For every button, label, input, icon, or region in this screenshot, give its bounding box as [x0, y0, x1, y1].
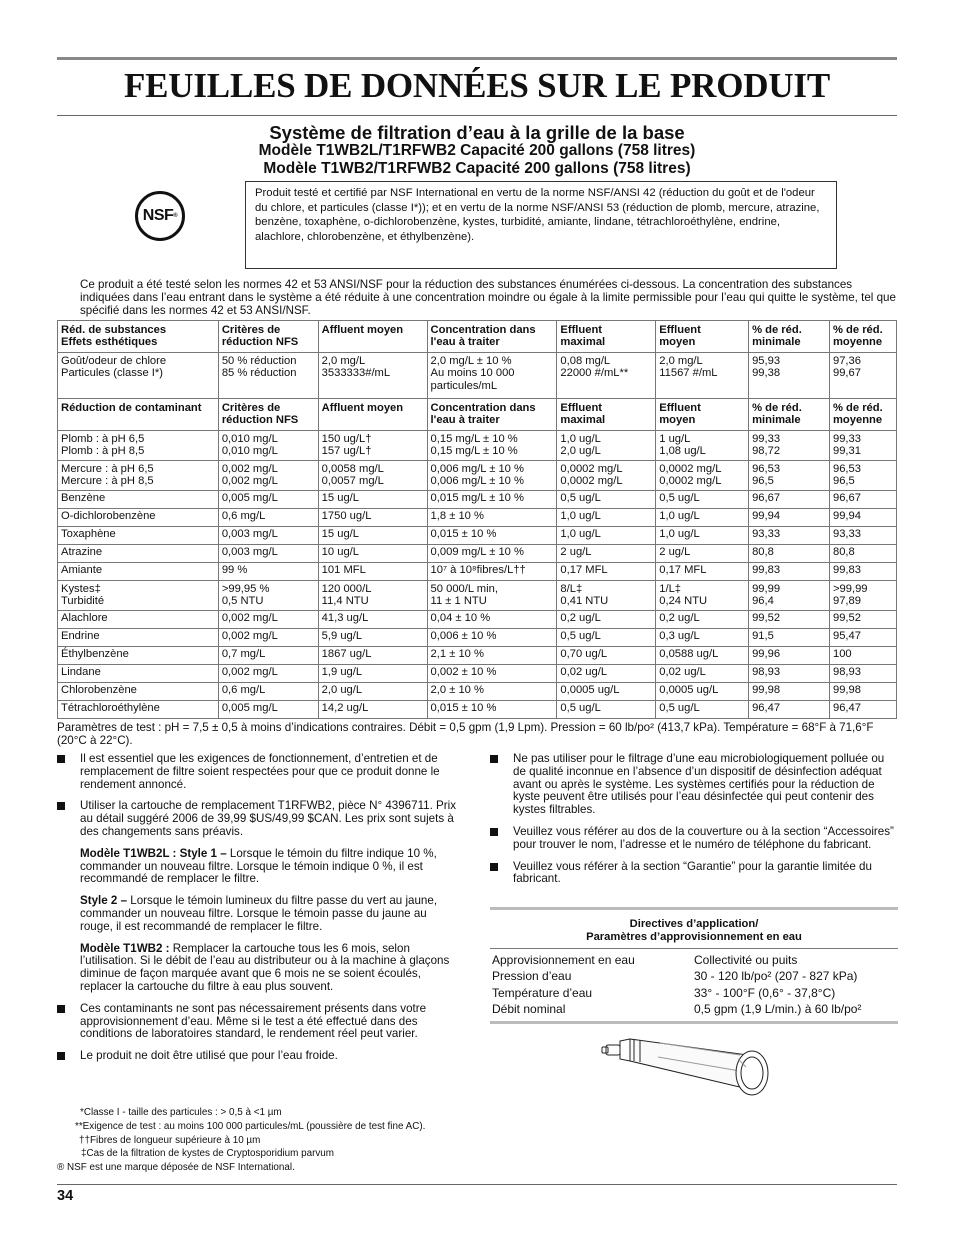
page-title: FEUILLES DE DONNÉES SUR LE PRODUIT	[123, 66, 830, 105]
footer-rule	[57, 1184, 897, 1185]
table-cell: 15 ug/L	[318, 527, 427, 545]
table-cell: 1 ug/L 1,08 ug/L	[656, 431, 749, 461]
nsf-logo: NSF ®	[135, 191, 185, 241]
application-guidelines-table	[490, 907, 898, 1024]
table-cell: 15 ug/L	[318, 491, 427, 509]
table-cell: 0,17 MFL	[557, 563, 656, 581]
left-column	[57, 753, 462, 1072]
table-cell: 99,98	[829, 683, 896, 701]
table-cell: Concentration dans l'eau à traiter	[427, 321, 557, 353]
table-cell: Toxaphène	[58, 527, 219, 545]
table-cell: 5,9 ug/L	[318, 629, 427, 647]
table-row	[58, 647, 897, 665]
table-cell: 91,5	[749, 629, 830, 647]
table-cell: 99,83	[829, 563, 896, 581]
table-cell: 96,53 96,5	[829, 461, 896, 491]
guideline-value: 0,5 gpm (1,9 L/min.) à 60 lb/po²	[694, 1002, 862, 1017]
guideline-label: Approvisionnement en eau	[492, 952, 635, 967]
table-cell: 96,67	[749, 491, 830, 509]
table-cell: Mercure : à pH 6,5 Mercure : à pH 8,5	[58, 461, 219, 491]
table-cell: 0,0005 ug/L	[656, 683, 749, 701]
guideline-label: Débit nominal	[492, 1002, 566, 1017]
table-cell: 0,02 ug/L	[557, 665, 656, 683]
table-cell: 0,006 ± 10 %	[427, 629, 557, 647]
table-cell: 0,002 ± 10 %	[427, 665, 557, 683]
bullet-item: Ces contaminants ne sont pas nécessairement présents dans votre approvisionnement d’eau. Même si le test a été effectué dans des conditions de laboratoires standard, le rendement réel peut varier.	[57, 1003, 462, 1041]
table-cell: Atrazine	[58, 545, 219, 563]
table-cell: Effluent maximal	[557, 399, 656, 431]
table-cell: 93,33	[749, 527, 830, 545]
table-cell: 0,7 mg/L	[218, 647, 318, 665]
paragraph: Modèle T1WB2 : Remplacer la cartouche tous les 6 mois, selon l’utilisation. Si le débit de l’eau au distributeur ou à la machine à glaçons diminue de façon marquée avant que 6 mois ne se soient écoulés, replacer la cartouche du filtre à eau plus souvent.	[80, 941, 450, 993]
table-cell: 0,002 mg/L 0,002 mg/L	[218, 461, 318, 491]
table-cell: 99,99 96,4	[749, 581, 830, 611]
filter-cartridge-illustration	[600, 1027, 780, 1102]
table-cell: 1867 ug/L	[318, 647, 427, 665]
table-cell: Tétrachloroéthylène	[58, 701, 219, 719]
model-subtitle-1: Modèle T1WB2L/T1RFWB2 Capacité 200 gallons (758 litres)	[258, 142, 696, 159]
table-cell: 2 ug/L	[557, 545, 656, 563]
table-cell: 0,02 ug/L	[656, 665, 749, 683]
guideline-row	[490, 1001, 898, 1018]
footnote: ††Fibres de longueur supérieure à 10 µm	[79, 1135, 261, 1146]
table-cell: 0,0002 mg/L 0,0002 mg/L	[557, 461, 656, 491]
table-cell: 1,8 ± 10 %	[427, 509, 557, 527]
table-cell: 1,0 ug/L	[656, 527, 749, 545]
table-cell: 0,003 mg/L	[218, 527, 318, 545]
table-cell: 99,94	[749, 509, 830, 527]
table-cell: Benzène	[58, 491, 219, 509]
table-cell: Alachlore	[58, 611, 219, 629]
table-row	[58, 509, 897, 527]
table-cell: Concentration dans l'eau à traiter	[427, 399, 557, 431]
table-cell: 99,52	[829, 611, 896, 629]
table-cell: Chlorobenzène	[58, 683, 219, 701]
table-row	[58, 563, 897, 581]
table-cell: Affluent moyen	[318, 399, 427, 431]
certification-box: Produit testé et certifié par NSF International en vertu de la norme NSF/ANSI 42 (réduction du goût et de l'odeur du chlore, et particules (classe I*)); et en vertu de la norme NSF/ANSI 53 (réduction de plomb, mercure, atrazine, benzène, toxaphène, o-dichlorobenzène, kystes, turbidité, amiante, lindane, tétrachloroéthylène, endrine, alachlore, chlorobenzène, et éthylbenzène).	[245, 181, 837, 269]
footnote: **Exigence de test : au moins 100 000 particules/mL (poussière de test fine AC).	[75, 1121, 426, 1132]
table-cell: 2 ug/L	[656, 545, 749, 563]
bullet-square-icon	[57, 1005, 65, 1013]
guideline-label: Température d’eau	[492, 985, 593, 1000]
table-cell: Critères de réduction NFS	[218, 399, 318, 431]
footnote: ® NSF est une marque déposée de NSF International.	[57, 1162, 295, 1173]
table-cell: 10⁷ à 10⁸fibres/L††	[427, 563, 557, 581]
bullet-item: Le produit ne doit être utilisé que pour l’eau froide.	[57, 1050, 462, 1063]
table-cell: 0,3 ug/L	[656, 629, 749, 647]
title-rule	[57, 115, 897, 116]
table-cell: Affluent moyen	[318, 321, 427, 353]
table-row	[58, 611, 897, 629]
table-cell: 0,5 ug/L	[656, 491, 749, 509]
guideline-row	[490, 952, 898, 969]
table-row	[58, 461, 897, 491]
table-cell: % de réd. moyenne	[829, 321, 896, 353]
table-cell: 99,83	[749, 563, 830, 581]
table-header-row	[58, 321, 897, 353]
bullet-item: Veuillez vous référer à la section “Garantie” pour la garantie limitée du fabricant.	[490, 861, 900, 887]
table-cell: 0,006 mg/L ± 10 % 0,006 mg/L ± 10 %	[427, 461, 557, 491]
table-cell: >99,99 97,89	[829, 581, 896, 611]
table-cell: % de réd. moyenne	[829, 399, 896, 431]
table-cell: 0,0058 mg/L 0,0057 mg/L	[318, 461, 427, 491]
table-row	[58, 527, 897, 545]
table-cell: O-dichlorobenzène	[58, 509, 219, 527]
table-cell: 1750 ug/L	[318, 509, 427, 527]
table-cell: Critères de réduction NFS	[218, 321, 318, 353]
table-cell: 8/L‡ 0,41 NTU	[557, 581, 656, 611]
paragraph: Style 2 – Lorsque le témoin lumineux du filtre passe du vert au jaune, commander un nouveau filtre. Lorsque le témoin passe du jaune au rouge, il est recommandé de remplacer le filtre.	[80, 894, 438, 933]
intro-paragraph: Ce produit a été testé selon les normes 42 et 53 ANSI/NSF pour la réduction des substances énumérées ci-dessous. La concentration des substances indiquées dans l’eau entrant dans le système a été réduite à une concentration moindre ou égale à la limite permissible pour l’eau qui quitte le système, tel que spécifié dans les normes 42 et 53 ANSI/NSF.	[80, 278, 896, 318]
table-cell: 0,6 mg/L	[218, 683, 318, 701]
table-cell: 0,003 mg/L	[218, 545, 318, 563]
table-cell: 0,6 mg/L	[218, 509, 318, 527]
guideline-row	[490, 985, 898, 1002]
table-cell: Kystes‡ Turbidité	[58, 581, 219, 611]
table-cell: % de réd. minimale	[749, 399, 830, 431]
table-cell: 50 % réduction 85 % réduction	[218, 353, 318, 399]
table-row	[58, 701, 897, 719]
system-subtitle: Système de filtration d’eau à la grille de la base	[269, 122, 685, 143]
table-cell: Lindane	[58, 665, 219, 683]
table-cell: 2,0 mg/L 11567 #/mL	[656, 353, 749, 399]
table-cell: 0,002 mg/L	[218, 665, 318, 683]
table-cell: 95,47	[829, 629, 896, 647]
table-cell: 97,36 99,67	[829, 353, 896, 399]
table-row	[58, 491, 897, 509]
table-cell: 0,2 ug/L	[656, 611, 749, 629]
table-cell: 0,15 mg/L ± 10 % 0,15 mg/L ± 10 %	[427, 431, 557, 461]
guideline-value: Collectivité ou puits	[694, 952, 798, 967]
table-cell: 0,0588 ug/L	[656, 647, 749, 665]
table-row	[58, 431, 897, 461]
table-cell: Endrine	[58, 629, 219, 647]
table-row	[58, 545, 897, 563]
bullet-square-icon	[490, 828, 498, 836]
table-cell: 2,1 ± 10 %	[427, 647, 557, 665]
guideline-value: 30 - 120 lb/po² (207 - 827 kPa)	[694, 969, 858, 984]
table-cell: 98,93	[749, 665, 830, 683]
table-cell: Effluent moyen	[656, 399, 749, 431]
table-cell: 0,04 ± 10 %	[427, 611, 557, 629]
table-cell: 0,005 mg/L	[218, 701, 318, 719]
bullet-item: Il est essentiel que les exigences de fonctionnement, d’entretien et de remplacement de filtre soient respectées pour que ce produit donne le rendement annoncé.	[57, 753, 462, 791]
table-cell: 1,0 ug/L 2,0 ug/L	[557, 431, 656, 461]
table-cell: Réduction de contaminant	[58, 399, 219, 431]
bullet-item: Ne pas utiliser pour le filtrage d’une eau microbiologiquement polluée ou de qualité inconnue en l’absence d’un dispositif de désinfection adéquat avant ou après le système. Les systèmes certifiés pour la réduction de kyste peuvent être utilisés pour l’eau désinfectée qui peut contenir des kystes filtrables.	[490, 753, 900, 817]
bullet-item: Utiliser la cartouche de remplacement T1RFWB2, pièce N° 4396711. Prix au détail suggéré 2006 de 39,99 $US/49,99 $CAN. Les prix sont sujets à des changements sans préavis.	[57, 800, 462, 838]
table-cell: 0,015 mg/L ± 10 %	[427, 491, 557, 509]
table-cell: 1,0 ug/L	[557, 527, 656, 545]
table-cell: 99,33 99,31	[829, 431, 896, 461]
table-cell: 0,17 MFL	[656, 563, 749, 581]
table-cell: 96,47	[829, 701, 896, 719]
table-cell: 80,8	[749, 545, 830, 563]
footnote: ‡Cas de la filtration de kystes de Cryptosporidium parvum	[81, 1148, 335, 1159]
application-guidelines-heading: Directives d’application/ Paramètres d’approvisionnement en eau	[490, 910, 898, 949]
table-cell: 0,5 ug/L	[656, 701, 749, 719]
table-cell: 0,002 mg/L	[218, 611, 318, 629]
right-column	[490, 753, 900, 895]
page-number: 34	[57, 1188, 74, 1204]
bullet-item: Veuillez vous référer au dos de la couverture ou à la section “Accessoires” pour trouver le nom, l’adresse et le numéro de téléphone du fabricant.	[490, 826, 900, 852]
table-cell: Éthylbenzène	[58, 647, 219, 665]
guideline-row	[490, 968, 898, 985]
bullet-square-icon	[490, 863, 498, 871]
bullet-square-icon	[57, 1052, 65, 1060]
table-cell: 0,5 ug/L	[557, 701, 656, 719]
table-cell: 99,96	[749, 647, 830, 665]
table-cell: Plomb : à pH 6,5 Plomb : à pH 8,5	[58, 431, 219, 461]
table-cell: Goût/odeur de chlore Particules (classe I*)	[58, 353, 219, 399]
table-cell: 99,52	[749, 611, 830, 629]
guideline-value: 33° - 100°F (0,6° - 37,8°C)	[694, 985, 836, 1000]
table-cell: 10 ug/L	[318, 545, 427, 563]
table-cell: 0,009 mg/L ± 10 %	[427, 545, 557, 563]
table-row	[58, 581, 897, 611]
model-subtitle-2: Modèle T1WB2/T1RFWB2 Capacité 200 gallons (758 litres)	[263, 160, 691, 177]
table-cell: Amiante	[58, 563, 219, 581]
table-cell: 0,005 mg/L	[218, 491, 318, 509]
table-cell: 0,0002 mg/L 0,0002 mg/L	[656, 461, 749, 491]
bullet-square-icon	[490, 755, 498, 763]
table-cell: 0,002 mg/L	[218, 629, 318, 647]
table-cell: 0,2 ug/L	[557, 611, 656, 629]
table-row	[58, 629, 897, 647]
table-cell: 101 MFL	[318, 563, 427, 581]
table-cell: 2,0 ± 10 %	[427, 683, 557, 701]
bullet-square-icon	[57, 802, 65, 810]
table-cell: 99,94	[829, 509, 896, 527]
table-cell: 2,0 mg/L ± 10 % Au moins 10 000 particules/mL	[427, 353, 557, 399]
table-cell: 120 000/L 11,4 NTU	[318, 581, 427, 611]
table-cell: Effluent maximal	[557, 321, 656, 353]
paragraph: Modèle T1WB2L : Style 1 – Lorsque le témoin du filtre indique 10 %, commander un nouveau filtre. Lorsque le témoin indique 0 %, il est recommandé de remplacer le filtre.	[80, 846, 437, 886]
table-row	[58, 353, 897, 399]
table-cell: 96,47	[749, 701, 830, 719]
table-cell: 100	[829, 647, 896, 665]
table-cell: 2,0 ug/L	[318, 683, 427, 701]
table-cell: % de réd. minimale	[749, 321, 830, 353]
table-cell: Réd. de substances Effets esthétiques	[58, 321, 219, 353]
table-cell: 96,67	[829, 491, 896, 509]
table-cell: 0,08 mg/L 22000 #/mL**	[557, 353, 656, 399]
table-header-row	[58, 399, 897, 431]
table-cell: 95,93 99,38	[749, 353, 830, 399]
footnote: *Classe I - taille des particules : > 0,5 à <1 µm	[80, 1107, 282, 1118]
table-cell: 50 000/L min, 11 ± 1 NTU	[427, 581, 557, 611]
table-cell: 14,2 ug/L	[318, 701, 427, 719]
table-cell: Effluent moyen	[656, 321, 749, 353]
table-cell: 0,010 mg/L 0,010 mg/L	[218, 431, 318, 461]
table-cell: 1,0 ug/L	[656, 509, 749, 527]
guideline-label: Pression d’eau	[492, 969, 572, 984]
table-cell: >99,95 % 0,5 NTU	[218, 581, 318, 611]
table-cell: 1/L‡ 0,24 NTU	[656, 581, 749, 611]
table-cell: 96,53 96,5	[749, 461, 830, 491]
table-cell: 98,93	[829, 665, 896, 683]
table-row	[58, 665, 897, 683]
table-cell: 0,5 ug/L	[557, 491, 656, 509]
table-cell: 0,015 ± 10 %	[427, 701, 557, 719]
table-cell: 0,015 ± 10 %	[427, 527, 557, 545]
top-rule	[57, 57, 897, 60]
table-cell: 0,5 ug/L	[557, 629, 656, 647]
table-cell: 93,33	[829, 527, 896, 545]
bullet-square-icon	[57, 755, 65, 763]
table-cell: 80,8	[829, 545, 896, 563]
table-cell: 99,33 98,72	[749, 431, 830, 461]
table-cell: 99,98	[749, 683, 830, 701]
table-cell: 2,0 mg/L 3533333#/mL	[318, 353, 427, 399]
table-cell: 1,9 ug/L	[318, 665, 427, 683]
table-cell: 0,70 ug/L	[557, 647, 656, 665]
table-cell: 41,3 ug/L	[318, 611, 427, 629]
table-cell: 150 ug/L† 157 ug/L†	[318, 431, 427, 461]
table-cell: 1,0 ug/L	[557, 509, 656, 527]
reduction-table	[57, 320, 897, 719]
table-row	[58, 683, 897, 701]
table-cell: 0,0005 ug/L	[557, 683, 656, 701]
table-cell: 99 %	[218, 563, 318, 581]
table-bottom-rule	[490, 1021, 898, 1024]
test-parameters: Paramètres de test : pH = 7,5 ± 0,5 à moins d’indications contraires. Débit = 0,5 gpm (1,9 Lpm). Pression = 60 lb/po² (413,7 kPa). Température = 68°F à 71,6°F (20°C à 22°C).	[57, 721, 874, 748]
